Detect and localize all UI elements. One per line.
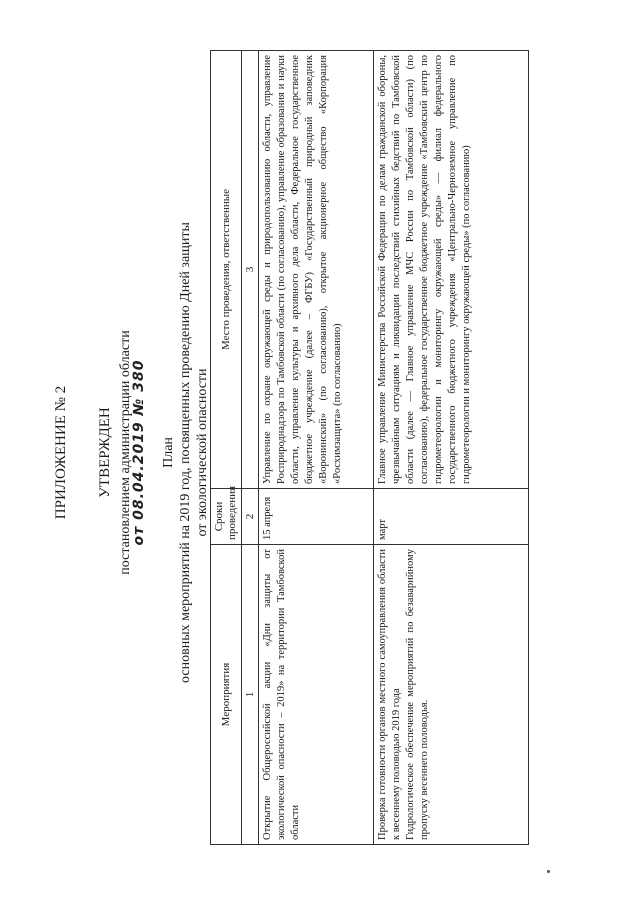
plan-subtitle-line2: от экологической опасности [195,368,210,537]
table-header-row [211,51,242,845]
table-row [374,51,529,845]
approved-by-text: постановлением администрации области [118,330,133,575]
appendix-number: ПРИЛОЖЕНИЕ № 2 [53,385,69,520]
header-place: Место проведения, ответственные [211,51,242,489]
table-row [259,51,374,845]
date-cell: 15 апреля [259,489,374,545]
table-number-row [242,51,259,845]
column-number: 3 [242,51,259,489]
plan-title-block [160,0,211,905]
header-dates: Сроки проведения [211,489,242,545]
place-cell: Главное управление Министерства Российской Федерации по делам гражданской обороны, чрезвычайным ситуациям и ликвидации последствий стихийных бедствий по Тамбовской области (далее — Главное управление МЧС России по Тамбовской области) (по согласованию), федеральное государственное бюджетное учреждение «Тамбовский центр по гидрометеорологии и мониторингу окружающей среды» — филиал федерального государственного бюджетного учреждения «Центрально-Черноземное управление по гидрометеорологии и мониторингу окружающей среды» (по согласованию) [374,51,529,489]
column-number: 2 [242,489,259,545]
handwritten-date-number: от 08.04.2019 № 380 [131,359,147,546]
approved-heading: УТВЕРЖДЕН [97,407,113,498]
place-cell: Управление по охране окружающей среды и природопользованию области, управление Росприроднадзора по Тамбовской области (по согласованию), управление образования и науки области, управление культуры и архивного дела области, Федеральное государственное бюджетное учреждение (далее – ФГБУ) «Государственный природный заповедник «Воронинский» (по согласованию), открытое акционерное общество «Корпорация «Росхимзащита» (по согласованию) [259,51,374,489]
column-number: 1 [242,545,259,845]
scan-speck [547,870,550,873]
event-cell: Открытие Общероссийской акции «Дни защиты от экологической опасности – 2019» на территории Тамбовской области [259,545,374,845]
plan-subtitle-line1: основных мероприятий на 2019 год, посвященных проведению Дней защиты [178,222,193,683]
plan-title: План [161,437,176,468]
header-events: Мероприятия [211,545,242,845]
date-cell: март [374,489,529,545]
events-table [210,50,529,845]
event-cell: Проверка готовности органов местного самоуправления области к весеннему половодью 2019 года Гидрологическое обеспечение мероприятий по безаварийному пропуску весеннего половодья. [374,545,529,845]
